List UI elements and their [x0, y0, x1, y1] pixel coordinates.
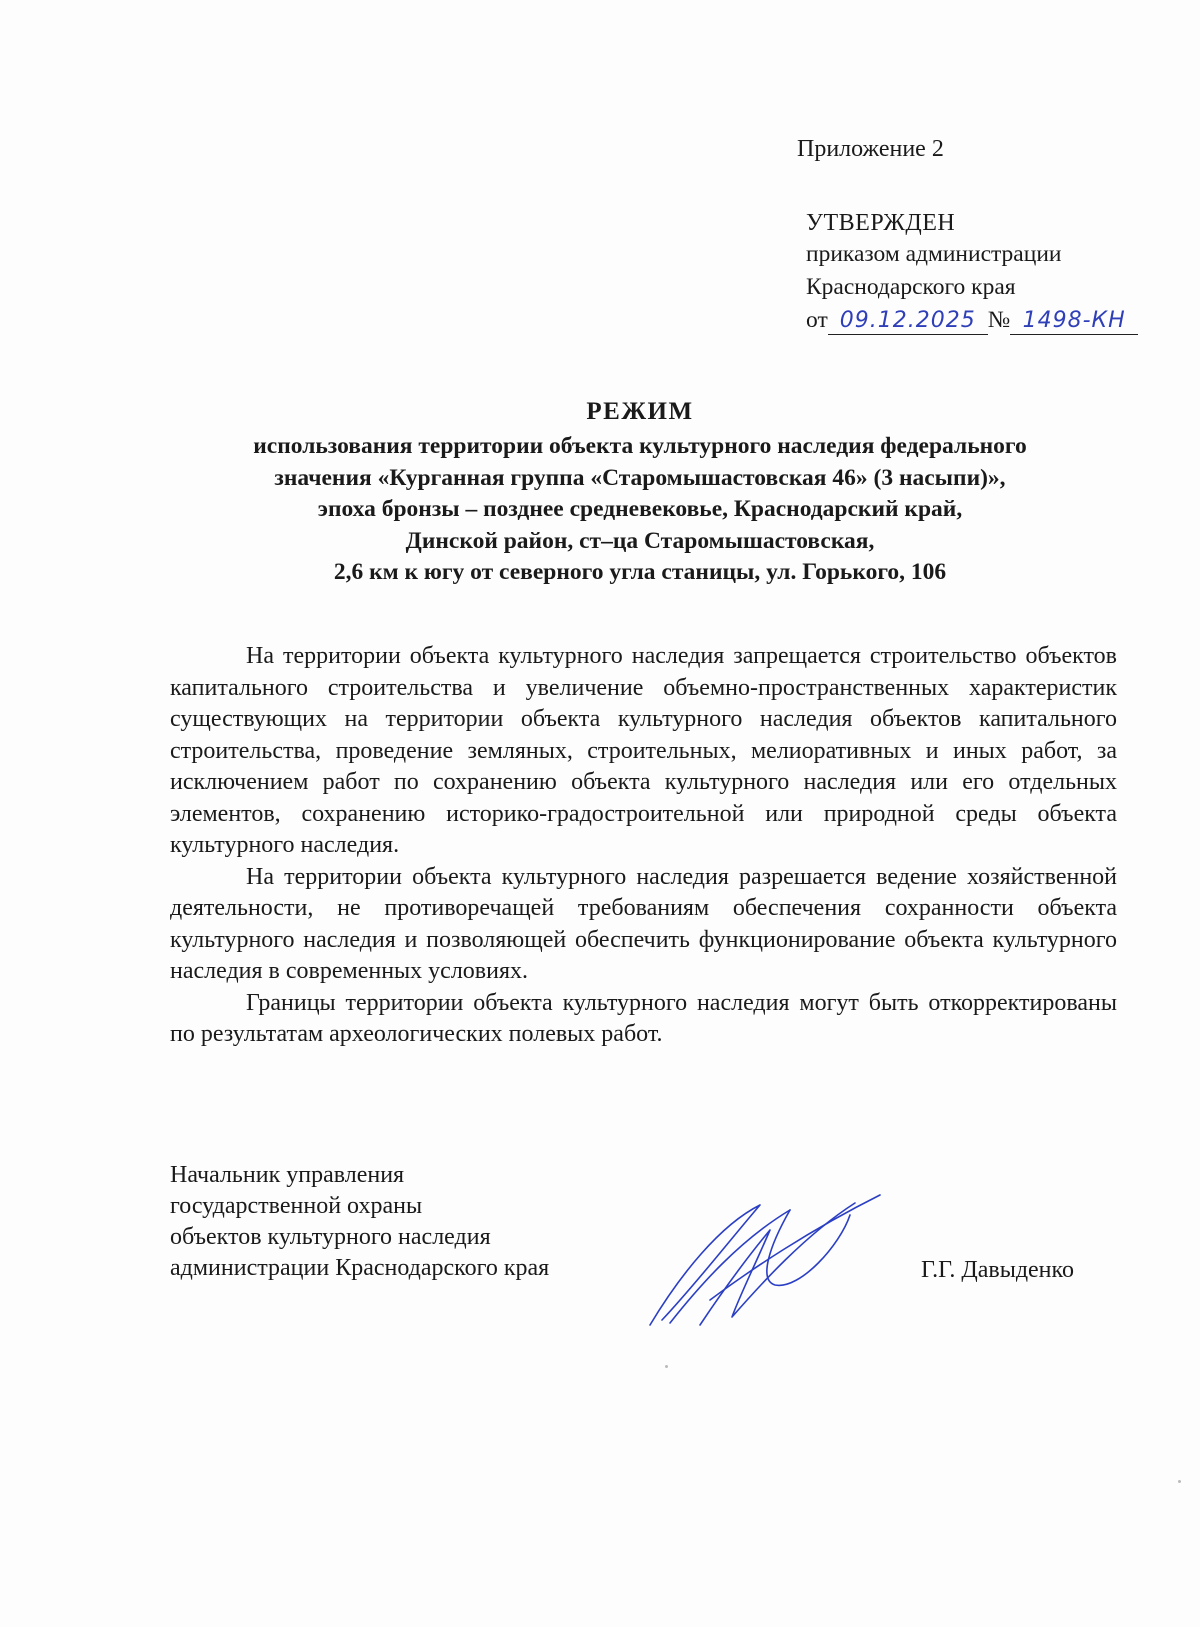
- approval-date-number: [806, 304, 1186, 337]
- approved-label: УТВЕРЖДЕН: [806, 210, 956, 236]
- number-prefix: №: [987, 307, 1011, 333]
- date-field: [828, 307, 988, 335]
- document-title: [150, 393, 1130, 589]
- title-heading: РЕЖИМ: [586, 398, 694, 425]
- paragraph-1: На территории объекта культурного наследия запрещается строительство объектов капитального строительства и увеличение объемно-пространственных характеристик существующих на территории объекта культурного наследия объектов капитального строительства, проведение земляных, строительных, мелиоративных и иных работ, за исключением работ по сохранению объекта культурного наследия или его отдельных элементов, сохранению историко-градостроительной или природной среды объекта культурного наследия.: [170, 643, 1117, 858]
- date-handwritten: 09.12.2025: [839, 308, 976, 333]
- title-line-1: использования территории объекта культурного наследия федерального: [253, 433, 1027, 459]
- position-line-1: Начальник управления: [170, 1162, 405, 1188]
- scan-speck: [1178, 1480, 1181, 1483]
- title-line-3: эпоха бронзы – позднее средневековье, Краснодарский край,: [317, 496, 963, 522]
- paragraph-3: Границы территории объекта культурного наследия могут быть откорректированы по результатам археологических полевых работ.: [170, 989, 1117, 1047]
- handwritten-signature: [640, 1185, 890, 1335]
- approval-line-2: Краснодарского края: [806, 274, 1016, 300]
- number-field: [1010, 307, 1138, 335]
- title-line-4: Динской район, ст–ца Старомышастовская,: [405, 527, 875, 554]
- approval-line-1: приказом администрации: [806, 241, 1062, 267]
- position-line-2: государственной охраны: [170, 1193, 423, 1219]
- appendix-label: Приложение 2: [797, 136, 944, 162]
- signatory-name: Г.Г. Давыденко: [921, 1257, 1074, 1283]
- number-handwritten: 1498-КН: [1022, 308, 1126, 333]
- title-line-5: 2,6 км к югу от северного угла станицы, ул. Горького, 106: [333, 559, 947, 585]
- document-body: [170, 641, 1117, 1051]
- title-line-2: значения «Курганная группа «Старомышастовская 46» (3 насыпи)»,: [274, 464, 1006, 491]
- approval-block: [806, 208, 1186, 337]
- paragraph-2: На территории объекта культурного наследия разрешается ведение хозяйственной деятельности, не противоречащей требованиям обеспечения сохранности объекта культурного наследия и позволяющей обеспечить функционирование объекта культурного наследия в современных условиях.: [170, 863, 1117, 984]
- scan-speck: [665, 1365, 668, 1368]
- signatory-position: [170, 1160, 549, 1284]
- date-prefix: от: [806, 307, 828, 333]
- position-line-4: администрации Краснодарского края: [170, 1255, 550, 1281]
- position-line-3: объектов культурного наследия: [170, 1224, 491, 1250]
